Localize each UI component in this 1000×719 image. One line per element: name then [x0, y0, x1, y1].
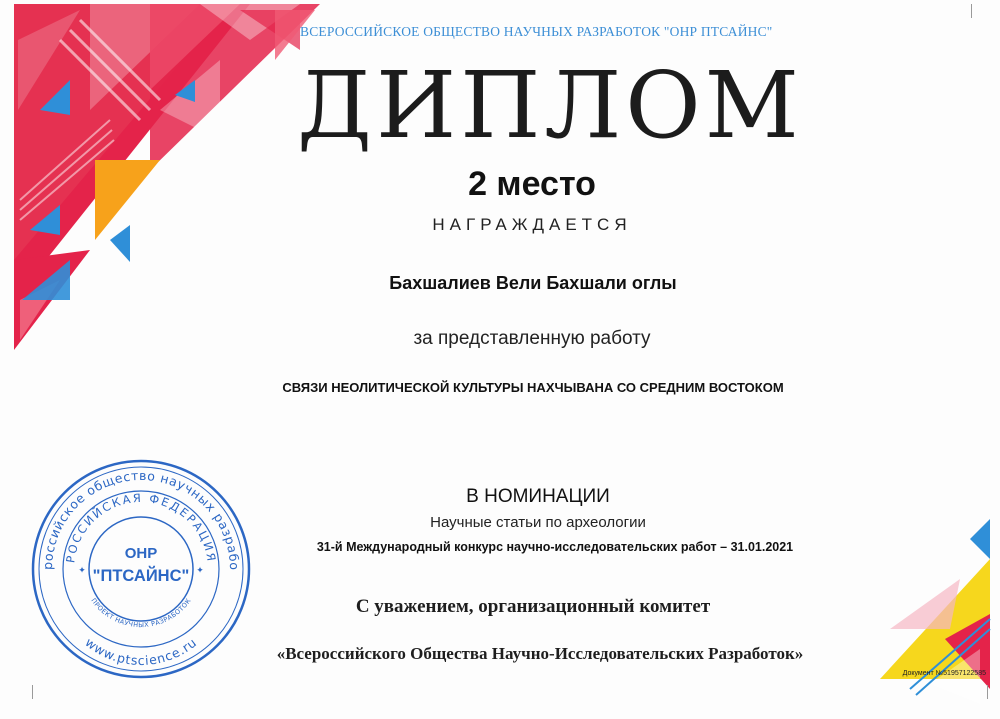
awarded-label: НАГРАЖДАЕТСЯ	[432, 215, 632, 234]
for-work-label: за представленную работу	[413, 328, 651, 349]
stamp-bottom-inner-text: ПРОЕКТ НАУЧНЫХ РАЗРАБОТОК	[89, 596, 193, 630]
organization-header: ВСЕРОССИЙСКОЕ ОБЩЕСТВО НАУЧНЫХ РАЗРАБОТОК "ОНР ПТСАЙНС"	[300, 24, 773, 39]
recipient-name: Бахшалиев Вели Бахшали оглы	[389, 273, 677, 293]
crop-mark-bottom-left	[32, 685, 33, 699]
stamp-graphic	[30, 458, 252, 680]
svg-text:www.ptscience.ru	[82, 635, 199, 668]
place-label: 2 место	[468, 165, 596, 203]
contest-name: 31-й Международный конкурс научно-исследовательских работ – 31.01.2021	[316, 540, 794, 554]
organization-name: «Всероссийского Общества Научно-Исследовательских Разработок»	[276, 644, 804, 663]
official-stamp	[30, 458, 252, 680]
stamp-outer-text: российское общество научных разрабо	[39, 467, 243, 571]
stamp-center-top: ОНР	[124, 545, 158, 562]
stamp-star-icon-left: ✦	[78, 565, 86, 575]
document-number: Документ №51957122585	[902, 670, 986, 677]
stamp-inner-text: РОССИЙСКАЯ ФЕДЕРАЦИЯ	[63, 490, 219, 564]
stamp-bottom-text: www.ptscience.ru	[82, 634, 200, 668]
diploma-title: ДИПЛОМ	[297, 52, 803, 159]
stamp-center-main: "ПТСАЙНС"	[92, 567, 190, 585]
stamp-star-icon-right: ✦	[196, 565, 204, 575]
work-title: СВЯЗИ НЕОЛИТИЧЕСКОЙ КУЛЬТУРЫ НАХЧЫВАНА СО СРЕДНИМ ВОСТОКОМ	[282, 380, 784, 395]
regards-line: С уважением, организационный комитет	[355, 596, 711, 617]
crop-mark-bottom-right	[987, 685, 988, 699]
nomination-name: Научные статьи по археологии	[430, 514, 646, 531]
svg-text:ПРОЕКТ НАУЧНЫХ РАЗРАБОТОК	[89, 597, 192, 629]
crop-mark-top-right	[971, 4, 972, 18]
nomination-heading: В НОМИНАЦИИ	[466, 486, 610, 507]
